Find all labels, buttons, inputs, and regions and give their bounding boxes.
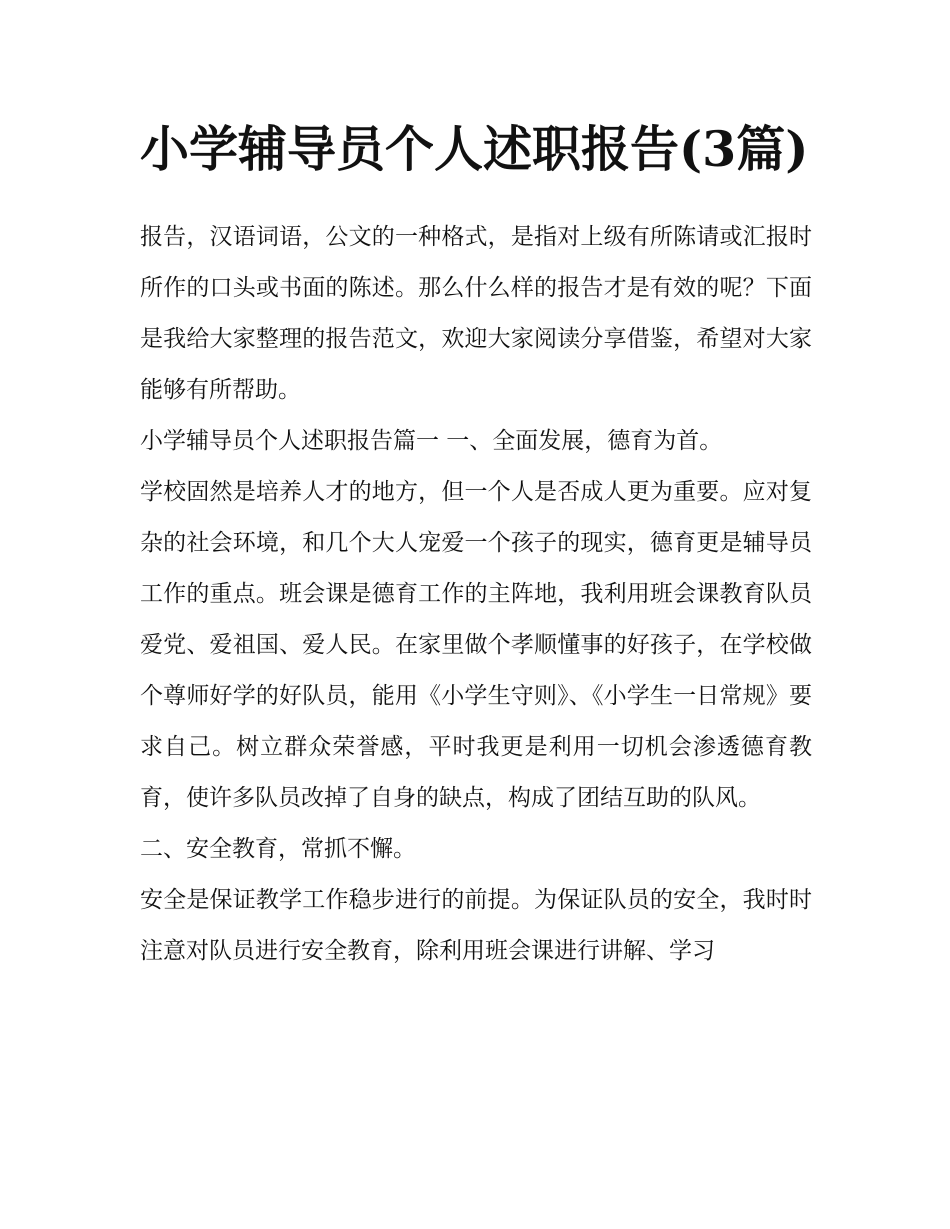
document-page bbox=[140, 110, 812, 977]
body-paragraph-1: 学校固然是培养人才的地方，但一个人是否成人更为重要。应对复杂的社会环境，和几个大人宠爱一个孩子的现实，德育更是辅导员工作的重点。班会课是德育工作的主阵地，我利用班会课教育队员爱党、爱祖国、爱人民。在家里做个孝顺懂事的好孩子，在学校做个尊师好学的好队员，能用《小学生守则》、《小学生一日常规》要求自己。树立群众荣誉感，平时我更是利用一切机会渗透德育教育，使许多队员改掉了自身的缺点，构成了团结互助的队风。 bbox=[140, 479, 812, 811]
document-title: 小学辅导员个人述职报告(3篇) bbox=[140, 120, 809, 178]
intro-paragraph: 报告，汉语词语，公文的一种格式，是指对上级有所陈请或汇报时所作的口头或书面的陈述。那么什么样的报告才是有效的呢？下面是我给大家整理的报告范文，欢迎大家阅读分享借鉴，希望对大家能够有所帮助。 bbox=[140, 224, 812, 403]
section-heading-1: 小学辅导员个人述职报告篇一 一、全面发展，德育为首。 bbox=[140, 428, 723, 454]
body-paragraph-2: 安全是保证教学工作稳步进行的前提。为保证队员的安全，我时时注意对队员进行安全教育，除利用班会课进行讲解、学习 bbox=[140, 887, 812, 964]
section-heading-2: 二、安全教育，常抓不懈。 bbox=[140, 836, 416, 862]
document-body bbox=[140, 212, 812, 977]
